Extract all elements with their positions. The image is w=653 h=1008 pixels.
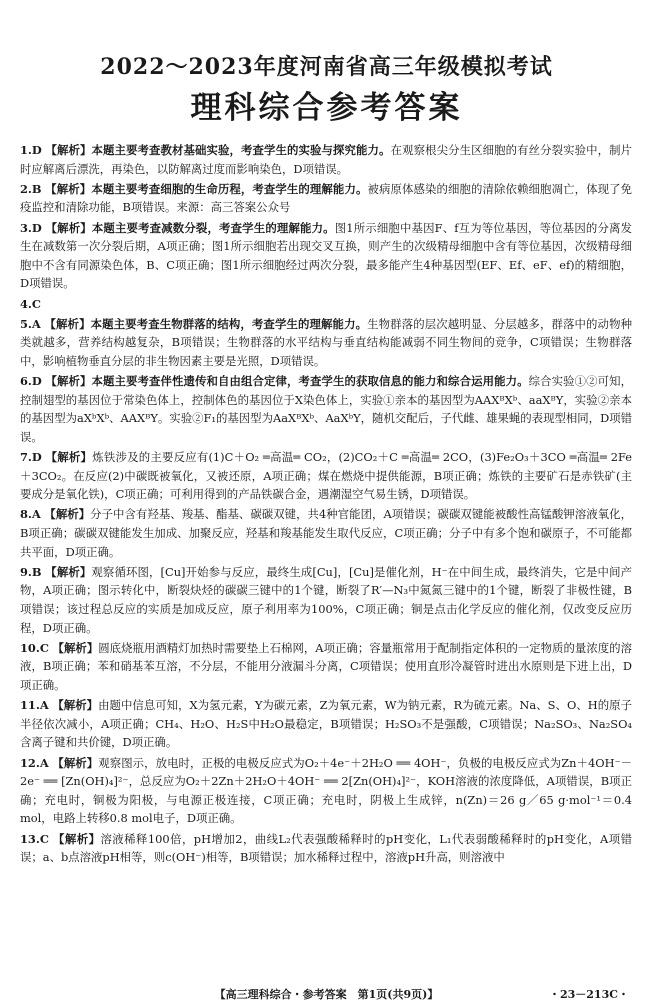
answer-item bbox=[20, 448, 632, 504]
question-number: 12.A bbox=[20, 755, 49, 770]
answer-item bbox=[20, 372, 632, 446]
question-number: 3.D bbox=[20, 220, 42, 235]
footer-paper-code: ・23－213C・ bbox=[548, 988, 629, 1001]
question-number: 11.A bbox=[20, 698, 49, 713]
question-number: 2.B bbox=[20, 181, 42, 196]
analysis-text: 圆底烧瓶用酒精灯加热时需要垫上石棉网，A项正确；容量瓶常用于配制指定体积的一定物质的量浓度的溶液，B项正确；苯和硝基苯互溶，不分层，不能用分液漏斗分离，C项错误；使用直形冷凝管时进出水原则是下进上出，D项正确。 bbox=[20, 640, 632, 692]
analysis-tag: 【解析】 bbox=[45, 181, 92, 196]
title-line-2: 理科综合参考答案 bbox=[190, 90, 463, 126]
answer-item bbox=[20, 563, 632, 637]
analysis-text: 图1所示细胞中基因F、f互为等位基因，等位基因的分离发生在减数第一次分裂后期，A项正确；图1所示细胞若出现交叉互换，则产生的次级精母细胞中含有等位基因，次级精母细胞中不含有同源染色体，B、C项正确；图1所示细胞经过两次分裂，最多能产生4种基因型(EF、Ef、eF、ef)的精细胞，D项错误。 bbox=[20, 220, 632, 291]
question-number: 13.C bbox=[20, 831, 49, 846]
answer-item bbox=[20, 639, 632, 695]
analysis-text: 生物群落的层次越明显、分层越多，群落中的动物种类就越多，营养结构越复杂，B项错误；生物群落的水平结构与垂直结构能减弱不同生物间的竞争，C项错误；生物群落中，影响植物垂直分层的非生物因素主要是光照，D项错误。 bbox=[20, 316, 632, 368]
analysis-lead: 本题主要考查减数分裂，考查学生的理解能力。 bbox=[91, 220, 335, 235]
title-line-1: 2022～2023年度河南省高三年级模拟考试 bbox=[100, 54, 553, 80]
analysis-text: 炼铁涉及的主要反应有(1)C＋O₂ ═高温═ CO₂，(2)CO₂＋C ═高温═ 2CO，(3)Fe₂O₃＋3CO ═高温═ 2Fe＋3CO₂。在反应(2)中碳既被氧化，又被还原，A项正确；煤在燃烧中提供能源，B项正确；炼铁的主要矿石是赤铁矿(主要成分是氧化铁)，C项正确；可利用得到的产品铁碳合金，遇潮湿空气易生锈，D项错误。 bbox=[20, 450, 632, 502]
analysis-tag: 【解析】 bbox=[52, 755, 99, 770]
question-number: 9.B bbox=[20, 564, 42, 579]
question-number: 6.D bbox=[20, 374, 42, 389]
analysis-tag: 【解析】 bbox=[52, 831, 101, 846]
answer-item bbox=[20, 696, 632, 752]
analysis-tag: 【解析】 bbox=[52, 698, 99, 713]
analysis-tag: 【解析】 bbox=[44, 316, 91, 331]
analysis-text: 由题中信息可知，X为氢元素，Y为碳元素，Z为氧元素，W为钠元素，R为硫元素。Na、S、O、H的原子半径依次减小，A项正确；CH₄、H₂O、H₂S中H₂O最稳定，B项错误；H₂SO₃不是强酸，C项错误；Na₂SO₃、Na₂SO₄含离子键和共价键，D项正确。 bbox=[20, 698, 632, 750]
analysis-lead: 本题主要考查生物群落的结构，考查学生的理解能力。 bbox=[90, 316, 368, 331]
footer-page-info: 【高三理科综合・参考答案 第1页(共9页)】 bbox=[214, 988, 439, 1001]
answer-item bbox=[20, 315, 632, 371]
analysis-lead: 本题主要考查教材基础实验，考查学生的实验与探究能力。 bbox=[91, 143, 391, 157]
analysis-text: 在观察根尖分生区细胞的有丝分裂实验中，制片时应解离后漂洗，再染色，以防解离过度而影响染色，D项错误。 bbox=[20, 143, 632, 176]
answer-list bbox=[20, 141, 632, 868]
answer-item bbox=[20, 295, 632, 314]
question-number: 7.D bbox=[20, 450, 42, 465]
analysis-text: 溶液稀释100倍，pH增加2，曲线L₂代表强酸稀释时的pH变化，L₁代表弱酸稀释时的pH变化，A项错误；a、b点溶液pH相等，则c(OH⁻)相等，B项错误；加水稀释过程中，溶液pH升高，则溶液中 bbox=[20, 831, 632, 865]
question-number: 4.C bbox=[20, 296, 41, 311]
analysis-lead: 本题主要考查细胞的生命历程，考查学生的理解能力。 bbox=[91, 181, 368, 196]
answer-item bbox=[20, 754, 632, 828]
answer-item bbox=[20, 830, 632, 867]
answer-item bbox=[20, 180, 632, 217]
analysis-tag: 【解析】 bbox=[44, 507, 91, 522]
question-number: 5.A bbox=[20, 316, 41, 331]
analysis-text: 被病原体感染的细胞的清除依赖细胞凋亡，体现了免疫监控和清除功能，B项错误。来源：高三答案公众号 bbox=[20, 181, 632, 215]
analysis-tag: 【解析】 bbox=[45, 564, 92, 579]
question-number: 8.A bbox=[20, 507, 41, 522]
analysis-tag: 【解析】 bbox=[45, 220, 92, 235]
analysis-tag: 【解析】 bbox=[45, 450, 93, 465]
analysis-tag: 【解析】 bbox=[45, 143, 92, 157]
answer-item bbox=[20, 141, 632, 178]
analysis-lead: 本题主要考查伴性遗传和自由组合定律，考查学生的获取信息的能力和综合运用能力。 bbox=[91, 374, 529, 389]
answer-item bbox=[20, 219, 632, 293]
analysis-text: 观察循环图，[Cu]开始参与反应，最终生成[Cu]，[Cu]是催化剂，H⁻在中间生成，最终消失，它是中间产物，A项正确；图示转化中，断裂炔烃的碳碳三键中的1个键，断裂了R′—N₃中氮氮三键中的1个键，断裂了非极性键，B项错误；该过程总反应的实质是加成反应，原子利用率为100%，C项正确；铜是点击化学反应的催化剂，仅改变反应历程，D项正确。 bbox=[20, 564, 632, 635]
answer-item bbox=[20, 505, 632, 561]
analysis-text: 分子中含有羟基、羧基、酯基、碳碳双键，共4种官能团，A项错误；碳碳双键能被酸性高锰酸钾溶液氧化，B项正确；碳碳双键能发生加成、加聚反应，羟基和羧基能发生取代反应，C项正确；分子中有多个饱和碳原子，不可能都共平面，D项正确。 bbox=[20, 507, 632, 559]
analysis-tag: 【解析】 bbox=[45, 374, 92, 389]
analysis-text: 综合实验①②可知，控制翅型的基因位于常染色体上，控制体色的基因位于X染色体上，实验①亲本的基因型为AAXᴮXᵇ、aaXᴮY，实验②亲本的基因型为aXᵇXᵇ、AAXᴮY。实验②F₁的基因型为AaXᴮXᵇ、AaXᵇY，随机交配后，子代雌、雄果蝇的表现型相同，D项错误。 bbox=[20, 374, 632, 444]
analysis-tag: 【解析】 bbox=[52, 640, 99, 655]
question-number: 10.C bbox=[20, 640, 49, 655]
analysis-text: 观察图示，放电时，正极的电极反应式为O₂＋4e⁻＋2H₂O ══ 4OH⁻，负极的电极反应式为Zn＋4OH⁻－2e⁻ ══ [Zn(OH)₄]²⁻，总反应为O₂＋2Zn＋2H₂O＋4OH⁻ ══ 2[Zn(OH)₄]²⁻，KOH溶液的浓度降低，A项错误，B项正确；充电时，铜极为阳极，与电源正极连接，C项正确；充电时，阴极上生成锌，n(Zn)＝26 g／65 g·mol⁻¹＝0.4 mol，电路上转移0.8 mol电子，D项正确。 bbox=[20, 755, 632, 826]
question-number: 1.D bbox=[20, 143, 42, 157]
